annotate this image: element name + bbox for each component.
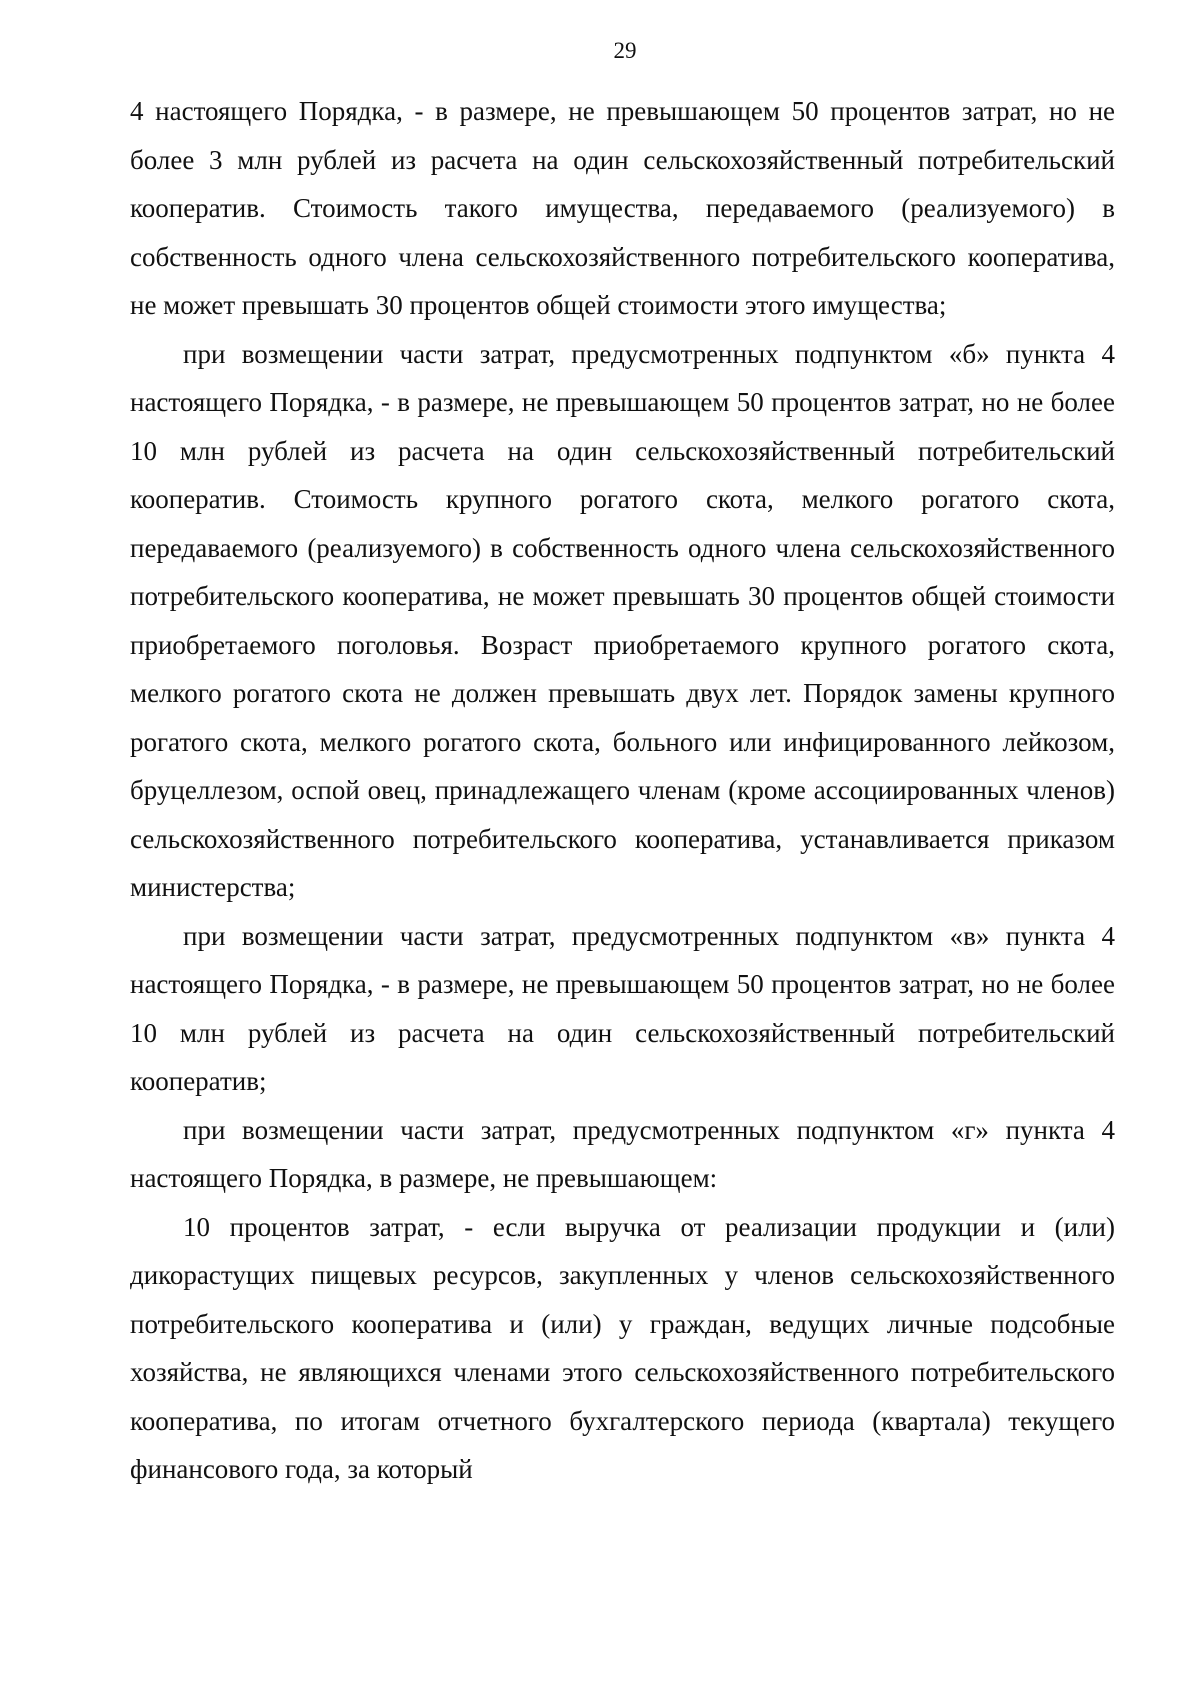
paragraph-2: при возмещении части затрат, предусмотренных подпунктом «б» пункта 4 настоящего Порядка, - в размере, не превышающем 50 процентов затрат, но не более 10 млн рублей из расчета на один сельскохозяйственный потребительский кооператив. Стоимость крупного рогатого скота, мелкого рогатого скота, передаваемого (реализуемого) в собственность одного члена сельскохозяйственного потребительского кооператива, не может превышать 30 процентов общей стоимости приобретаемого поголовья. Возраст приобретаемого крупного рогатого скота, мелкого рогатого скота не должен превышать двух лет. Порядок замены крупного рогатого скота, мелкого рогатого скота, больного или инфицированного лейкозом, бруцеллезом, оспой овец, принадлежащего членам (кроме ассоциированных членов) сельскохозяйственного потребительского кооператива, устанавливается приказом министерства; bbox=[130, 338, 1115, 902]
paragraph-3: при возмещении части затрат, предусмотренных подпунктом «в» пункта 4 настоящего Порядка, - в размере, не превышающем 50 процентов затрат, но не более 10 млн рублей из расчета на один сельскохозяйственный потребительский кооператив; bbox=[130, 920, 1115, 1096]
paragraph-4: при возмещении части затрат, предусмотренных подпунктом «г» пункта 4 настоящего Порядка, в размере, не превышающем: bbox=[130, 1114, 1115, 1193]
document-body bbox=[130, 87, 1115, 1494]
page-number: 29 bbox=[613, 38, 637, 63]
paragraph-1: 4 настоящего Порядка, - в размере, не превышающем 50 процентов затрат, но не более 3 млн рублей из расчета на один сельскохозяйственный потребительский кооператив. Стоимость такого имущества, передаваемого (реализуемого) в собственность одного члена сельскохозяйственного потребительского кооператива, не может превышать 30 процентов общей стоимости этого имущества; bbox=[130, 96, 1115, 320]
paragraph-5: 10 процентов затрат, - если выручка от реализации продукции и (или) дикорастущих пищевых ресурсов, закупленных у членов сельскохозяйственного потребительского кооператива и (или) у граждан, ведущих личные подсобные хозяйства, не являющихся членами этого сельскохозяйственного потребительского кооператива, по итогам отчетного бухгалтерского периода (квартала) текущего финансового года, за который bbox=[130, 1211, 1115, 1484]
